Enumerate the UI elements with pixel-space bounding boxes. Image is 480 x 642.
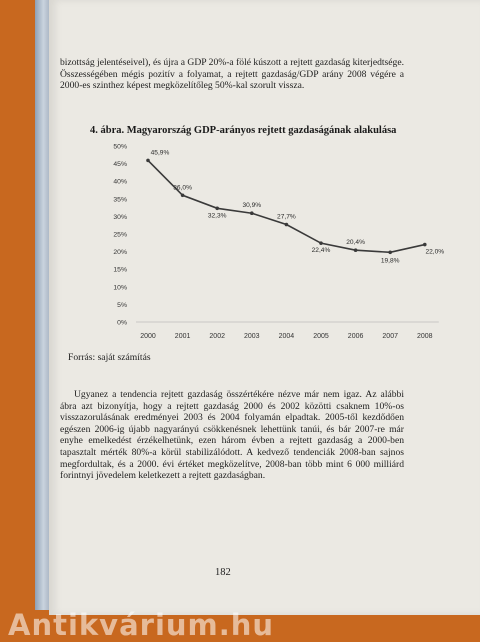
x-tick-label: 2007: [382, 333, 398, 340]
data-label: 45,9%: [150, 149, 170, 157]
y-axis-ticks: [113, 144, 127, 327]
data-label: 22,4%: [311, 247, 331, 255]
body-paragraph: Ugyanez a tendencia rejtett gazdaság összértékére nézve már nem igaz. Az alábbi ábra azt bizonyítja, hogy a rejtett gazdaság 2000 és 2002 közötti csaknem 10%-os visszazorulásának eredményei 2003 és 2004 folyamán elpadtak. 2005-től kezdődően egészen 2006-ig újabb nagyarányú csökkenésnek lehettünk tanúi, és bár 2007-re már enyhe emelkedést érzékelhetünk, ezen három évben a rejtett gazdaság a 2000-ben tapasztalt mérték 80%-a körül stabilizálódott. A kedvező tendenciák 2008-ban sajnos megfordultak, és a 2000. évi értéket megközelítve, 2008-ban több mint 6 000 milliárd forintnyi jövedelem keletkezett a rejtett gazdaságban.: [60, 389, 404, 482]
data-label: 22,0%: [425, 248, 445, 256]
data-label: 32,3%: [207, 212, 227, 220]
x-tick-label: 2000: [140, 333, 156, 340]
y-tick-label: 5%: [117, 301, 127, 309]
data-point: [285, 223, 289, 227]
y-tick-label: 0%: [117, 319, 127, 327]
data-point: [250, 211, 254, 215]
y-tick-label: 25%: [113, 231, 127, 239]
series-line: [148, 160, 425, 255]
data-label: 19,8%: [380, 257, 400, 265]
y-tick-label: 50%: [113, 143, 127, 151]
y-tick-label: 40%: [113, 178, 127, 186]
y-tick-label: 20%: [113, 249, 127, 257]
data-label: 27,7%: [277, 213, 296, 221]
figure-title: 4. ábra. Magyarország GDP-arányos rejtett gazdaságának alakulása: [90, 125, 397, 136]
x-tick-label: 2004: [278, 333, 295, 340]
y-tick-label: 45%: [113, 161, 127, 169]
y-tick-label: 35%: [113, 196, 127, 204]
data-labels: [151, 149, 445, 264]
data-point: [388, 251, 392, 255]
figure-source: Forrás: saját számítás: [68, 352, 151, 363]
page-number: 182: [215, 567, 231, 578]
intro-paragraph: bizottság jelentéseivel), és újra a GDP 20%-a fölé kúszott a rejtett gazdaság kiterjedtsége. Összességében mégis pozitív a folyamat, a rejtett gazdaság/GDP arány 2008 végére a 2000-es szinthez képest megközelítőleg 50%-kal szorult vissza.: [60, 57, 404, 92]
data-point: [146, 159, 150, 163]
data-point: [423, 243, 427, 247]
x-tick-label: 2006: [347, 333, 364, 340]
watermark: [0, 608, 480, 642]
x-tick-label: 2003: [244, 333, 260, 340]
series-markers: [146, 159, 426, 254]
data-label: 20,4%: [346, 239, 365, 247]
data-label: 30,9%: [242, 202, 262, 210]
y-tick-label: 30%: [113, 213, 127, 221]
data-point: [181, 193, 185, 197]
x-tick-label: 2002: [209, 333, 225, 340]
data-label: 36,0%: [173, 184, 192, 192]
watermark-text: Antikvárium.hu: [8, 608, 275, 642]
data-point: [215, 207, 219, 211]
data-point: [354, 248, 358, 252]
x-axis-ticks: [140, 333, 432, 340]
x-tick-label: 2008: [417, 333, 433, 340]
y-tick-label: 10%: [113, 284, 127, 292]
x-tick-label: 2005: [313, 333, 329, 340]
y-tick-label: 15%: [113, 266, 127, 274]
x-tick-label: 2001: [174, 333, 191, 340]
data-point: [319, 241, 323, 245]
